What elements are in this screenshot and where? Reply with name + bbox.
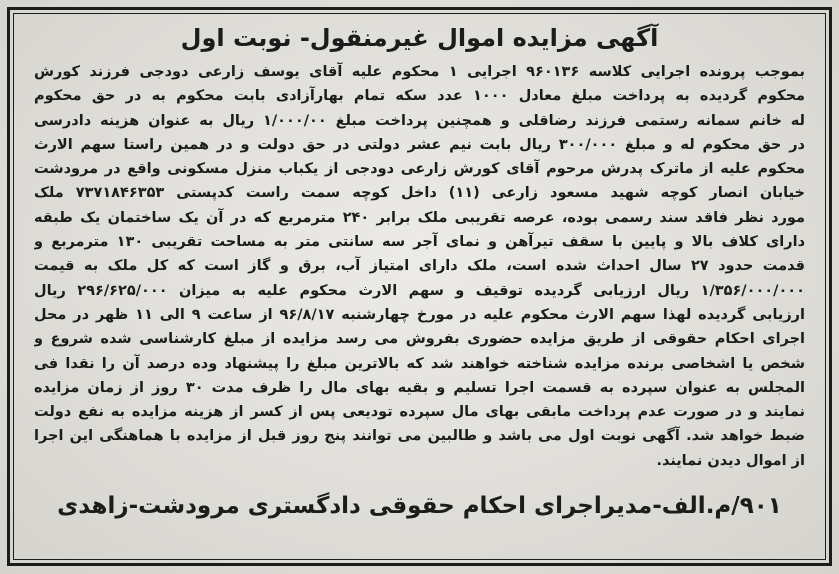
- notice-body-line: خیابان انصار کوچه شهید مسعود زارعی (۱۱) داخل کوچه سمت راست کدپستی ۷۳۷۱۸۴۶۳۵۳ ملک: [34, 185, 805, 202]
- notice-body-line: مورد نظر فاقد سند رسمی بوده، عرصه تقریبی ملک برابر ۲۴۰ مترمربع که در آن یک ساختمان یک طبقه: [34, 209, 805, 226]
- notice-body-line: قدمت حدود ۲۷ سال احداث شده است، ملک دارای امتیاز آب، برق و گاز است که کل ملک به قیمت: [34, 258, 805, 275]
- notice-title: آگهی مزایده اموال غیرمنقول- نوبت اول: [180, 24, 659, 52]
- notice-body-line: محکوم علیه از ماترک پدرش مرحوم آقای کورش زارعی دودجی از یکباب منزل مسکونی واقع در مرودشت: [34, 161, 805, 178]
- notice-body-line: در حق محکوم له و مبلغ ۳۰۰/۰۰۰ ریال بابت نیم عشر دولتی در حق دولت و در همین راستا سهم الارث: [34, 136, 805, 153]
- notice-body: [34, 60, 805, 473]
- notice-body-line: دارای کلاف بالا و پایین با سقف تیرآهن و نمای آجر سه سانتی متر به مساحت تقریبی ۱۳۰ مترمربع و: [34, 234, 805, 251]
- notice-body-line: نمایند و در صورت عدم پرداخت مابقی بهای مال سپرده تودیعی پس از کسر از هزینه مزایده به نفع دولت: [34, 404, 805, 421]
- notice-body-line: اجرای احکام حقوقی از طریق مزایده حضوری بفروش می رسد مزایده از مبلغ کارشناسی شده شروع و: [34, 331, 805, 348]
- notice-body-line: از اموال دیدن نمایند.: [656, 452, 805, 469]
- notice-body-line: له خانم سمانه رستمی فرزند رضاقلی و همچنین پرداخت مبلغ ۱/۰۰۰/۰۰ ریال به عنوان هزینه دادرسی: [34, 112, 805, 129]
- notice-body-line: ارزیابی گردیده لهذا سهم الارث محکوم علیه در مورخ چهارشنبه ۹۶/۸/۱۷ از ساعت ۹ الی ۱۱ ظهر در محل: [34, 306, 805, 323]
- notice-body-line: بموجب پرونده اجرایی کلاسه ۹۶۰۱۳۶ اجرایی ۱ محکوم علیه آقای یوسف زارعی دودجی فرزند کورش: [34, 64, 805, 80]
- notice-body-line: شخص یا اشخاصی برنده مزایده شناخته خواهند شد که بالاترین مبلغ را پیشنهاد وده درصد آن را نقدا فی: [34, 355, 805, 372]
- notice-frame: [7, 7, 832, 566]
- notice-body-line: ضبط خواهد شد. آگهی نوبت اول می باشد و طالبین می توانند پنج روز قبل از مزایده با هماهنگی این اجرا: [34, 428, 805, 445]
- notice-footer-signature: ۹۰۱/م.الف-مدیراجرای احکام حقوقی دادگستری مرودشت-زاهدی: [57, 493, 782, 520]
- notice-inner-frame: [13, 13, 826, 560]
- notice-body-line: ۱/۳۵۶/۰۰۰/۰۰۰ ریال ارزیابی گردیده توقیف و سهم الارث محکوم علیه به میزان ۲۹۶/۶۲۵/۰۰۰ ریال: [34, 282, 805, 299]
- notice-body-line: المجلس به عنوان سپرده به قسمت اجرا تسلیم و بقیه بهای مال را ظرف مدت ۳۰ روز از زمان مزایده: [34, 379, 805, 396]
- notice-body-line: محکوم گردیده به پرداخت مبلغ معادل ۱۰۰۰ عدد سکه تمام بهارآزادی بابت محکوم به در حق محکوم: [34, 88, 805, 105]
